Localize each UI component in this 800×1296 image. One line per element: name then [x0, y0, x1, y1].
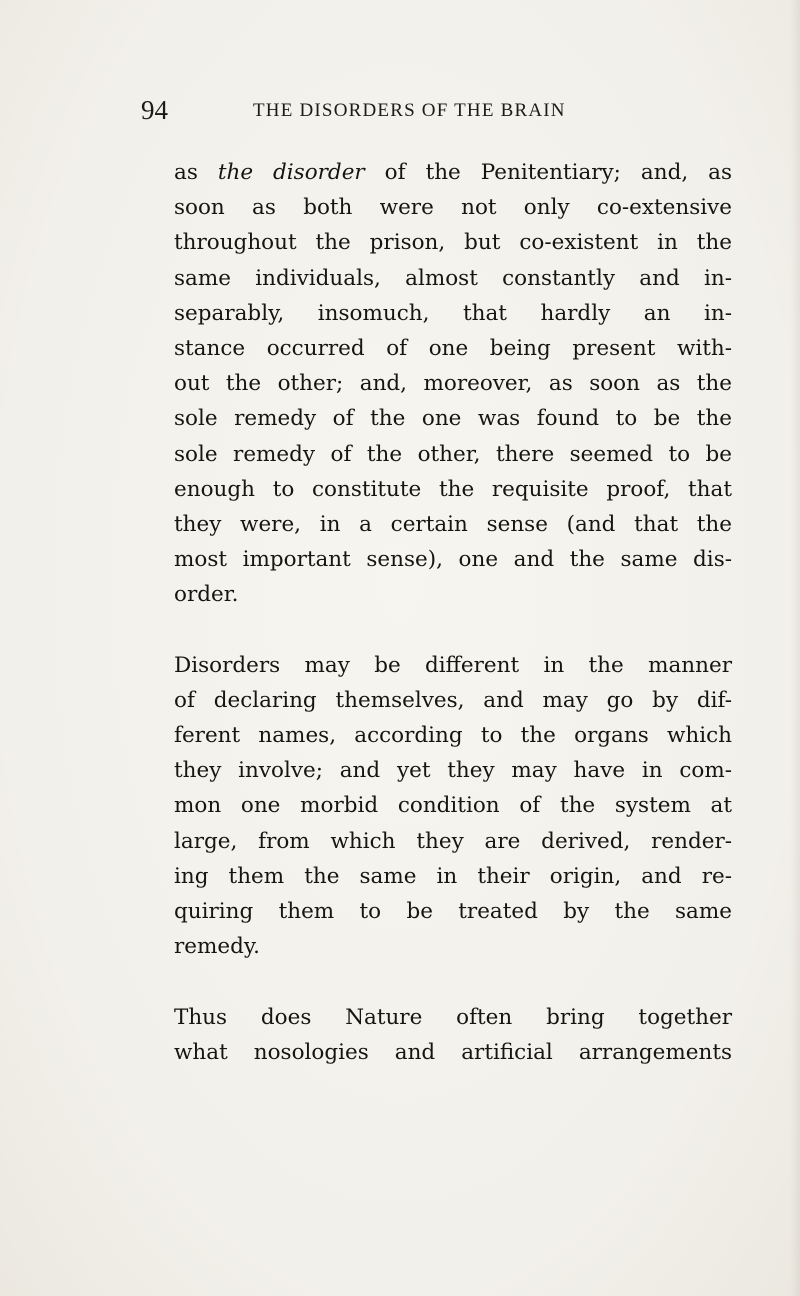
paragraph-3: [174, 1000, 732, 1070]
text-line: they were, in a certain sense (and that the: [174, 511, 732, 537]
text-line: they involve; and yet they may have in com-: [174, 758, 732, 784]
text-line: ferent names, according to the organs which: [174, 723, 732, 748]
text-segment: as: [174, 160, 218, 185]
text-line: same individuals, almost constantly and in-: [174, 265, 732, 291]
text-line: sole remedy of the other, there seemed to be: [174, 441, 732, 467]
text-segment: of the Penitentiary; and, as: [364, 160, 733, 185]
text-line: separably, insomuch, that hardly an in-: [174, 300, 732, 326]
text-line: what nosologies and artificial arrangements: [174, 1039, 732, 1065]
text-line: Disorders may be different in the manner: [174, 652, 732, 678]
text-line: sole remedy of the one was found to be the: [174, 406, 732, 432]
text-line: large, from which they are derived, render-: [174, 828, 732, 854]
text-line: of declaring themselves, and may go by dif-: [174, 687, 732, 713]
page-header: [0, 90, 800, 130]
text-line: order.: [174, 582, 239, 608]
text-line: stance occurred of one being present with-: [174, 335, 732, 361]
page-number: 94: [141, 95, 168, 125]
page-edge-shadow: [790, 0, 800, 1296]
text-line: soon as both were not only co-extensive: [174, 195, 732, 221]
text-line: remedy.: [174, 934, 260, 960]
text-line: most important sense), one and the same dis-: [174, 547, 732, 573]
text-line: throughout the prison, but co-existent in the: [174, 230, 732, 256]
text-line: [174, 155, 732, 190]
body-text: [174, 155, 732, 1070]
text-line: ing them the same in their origin, and re-: [174, 863, 732, 889]
text-line: mon one morbid condition of the system at: [174, 793, 732, 819]
italic-phrase: the disorder: [217, 160, 365, 185]
paragraph-1: [174, 155, 732, 612]
text-line: Thus does Nature often bring together: [174, 1004, 732, 1030]
text-line: enough to constitute the requisite proof, that: [174, 476, 732, 502]
paragraph-2: [174, 648, 732, 965]
running-head: THE DISORDERS OF THE BRAIN: [253, 100, 566, 121]
text-line: quiring them to be treated by the same: [174, 898, 732, 924]
text-line: out the other; and, moreover, as soon as the: [174, 371, 732, 397]
